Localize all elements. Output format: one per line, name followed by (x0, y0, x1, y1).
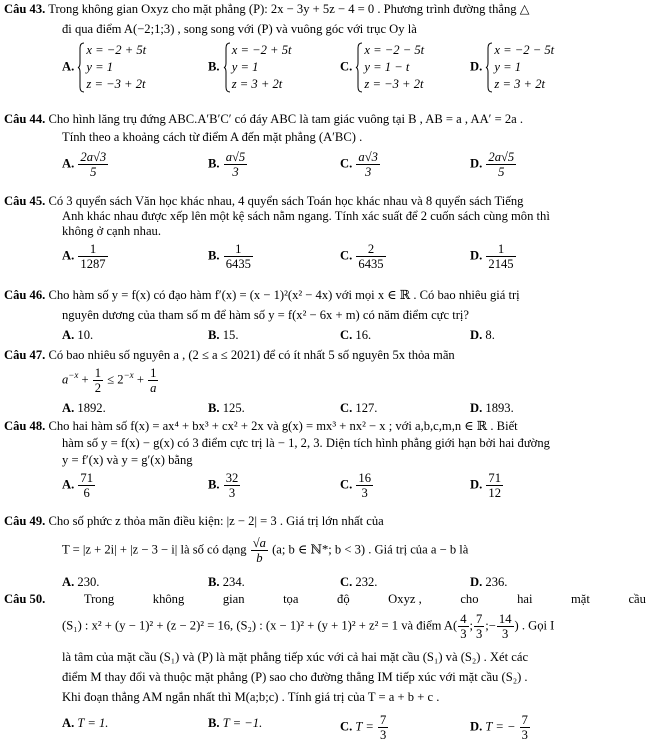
numerator: 71 (488, 471, 501, 485)
q50-option-a[interactable] (62, 716, 108, 731)
q49-option-c[interactable] (340, 575, 377, 590)
numerator: 4 (460, 612, 467, 626)
q46-number: Câu 46. (4, 288, 46, 302)
q43-text1: Trong không gian Oxyz cho mặt phẳng (P): 2x − 3y + 5z − 4 = 0 . Phương trình đường thẳng △ (48, 2, 530, 16)
denominator: 3 (232, 165, 239, 179)
option-label: B. (208, 716, 220, 730)
fraction (224, 471, 241, 500)
q45-line2: Anh khác nhau được xếp lên một kệ sách nằm ngang. Tính xác suất để 2 cuốn sách cùng môn thì (62, 209, 550, 223)
denominator: 12 (488, 486, 501, 500)
q46-line2: nguyên dương của tham số m để hàm số y = f(x² − 6x + m) có năm điểm cực trị? (62, 308, 470, 322)
fraction (148, 366, 158, 395)
q47-option-c[interactable] (340, 401, 377, 416)
ineq-plus: + (81, 372, 89, 387)
denominator: 5 (498, 165, 505, 179)
system-row: x = −2 + 5t (86, 43, 147, 57)
system-row: x = −2 − 5t (364, 43, 425, 57)
brace-icon (223, 42, 231, 93)
q50-option-b[interactable] (208, 716, 262, 731)
option-text: 230. (77, 575, 100, 589)
option-prefix: T = (355, 719, 374, 734)
q47-option-a[interactable] (62, 401, 106, 416)
option-text: 8. (485, 328, 495, 342)
q50-word: mặt (571, 592, 590, 606)
option-label: C. (340, 719, 353, 734)
q48-line3: y = f′(x) và y = g′(x) bằng (62, 453, 193, 467)
system-row: z = −3 + 2t (364, 77, 424, 91)
option-label: C. (340, 248, 353, 263)
q48-line2: hàm số y = f(x) − g(x) có 3 điểm cực trị là − 1, 2, 3. Diện tích hình phẳng giới hạn bởi hai đường (62, 436, 550, 450)
brace-icon (77, 42, 85, 93)
numerator: 71 (80, 471, 93, 485)
denominator: 3 (521, 728, 528, 742)
option-label: B. (208, 156, 220, 171)
q50-word: độ (337, 592, 350, 606)
denominator: 6435 (225, 257, 251, 271)
q49-number: Câu 49. (4, 514, 46, 528)
fraction (356, 150, 380, 179)
q50-option-c[interactable] (340, 713, 389, 742)
denominator: 3 (361, 486, 368, 500)
option-text: T = 1. (77, 716, 109, 730)
q43-option-a[interactable] (62, 42, 146, 93)
q49-option-d[interactable] (470, 575, 507, 590)
q46-line1 (4, 288, 520, 303)
q49-text2a: T = |z + 2i| + |z − 3 − i| là số có dạng (62, 542, 247, 557)
system-row: x = −2 + 5t (231, 43, 292, 57)
q48-line1 (4, 419, 518, 434)
q49-text2b: (a; b ∈ ℕ*; b < 3) . Giá trị của a − b là (272, 542, 469, 557)
q46-option-a[interactable] (62, 328, 93, 343)
q47-line1 (4, 348, 455, 363)
q49-line1 (4, 514, 384, 529)
equation-system (485, 42, 554, 93)
q45-number: Câu 45. (4, 194, 46, 208)
denominator: 3 (380, 728, 387, 742)
q44-option-c[interactable] (340, 150, 381, 179)
numerator: 7 (521, 713, 528, 727)
option-text: 15. (222, 328, 239, 342)
denominator: 1287 (80, 257, 106, 271)
option-text: T = −1. (222, 716, 263, 730)
option-label: D. (470, 575, 483, 589)
numerator: 32 (225, 471, 239, 485)
option-text: 10. (77, 328, 94, 342)
option-label: C. (340, 401, 353, 415)
option-label: D. (470, 719, 483, 734)
q48-option-c[interactable] (340, 471, 374, 500)
q50-text2a: (S₁) : x² + (y − 1)² + (z − 2)² = 16, (S₂) : (x − 1)² + (y + 1)² + z² = 1 và điểm A( (62, 618, 458, 633)
q50-word: tọa (283, 592, 299, 606)
q50-word: gian (222, 592, 245, 606)
denominator: 5 (90, 165, 97, 179)
q49-option-a[interactable] (62, 575, 99, 590)
option-label: A. (62, 248, 75, 263)
option-label: A. (62, 328, 75, 342)
denominator: 3 (502, 627, 509, 641)
option-text: 1893. (485, 401, 514, 415)
fraction (520, 713, 530, 742)
q47-inequality (62, 366, 159, 395)
fraction (458, 612, 468, 641)
q49-line2 (62, 536, 468, 565)
fraction (497, 612, 514, 641)
numerator: 7 (380, 713, 387, 727)
q45-line1 (4, 194, 523, 209)
denominator: b (256, 551, 263, 565)
fraction (486, 242, 515, 271)
q50-line4: điểm M thay đổi và thuộc mặt phẳng (P) sao cho đường thẳng IM tiếp xúc với mặt cầu (S₂) . (62, 670, 528, 684)
option-label: B. (208, 248, 220, 263)
numerator: 16 (358, 471, 371, 485)
denominator: 3 (476, 627, 483, 641)
q50-word: cầu (628, 592, 646, 606)
numerator: 2 (356, 242, 385, 257)
q45-line3: không ở cạnh nhau. (62, 224, 161, 238)
system-row: y = 1 (494, 60, 522, 74)
option-label: A. (62, 156, 75, 171)
q48-number: Câu 48. (4, 419, 46, 433)
q50-word: không (152, 592, 185, 606)
numerator: √a (252, 536, 266, 550)
q46-option-c[interactable] (340, 328, 371, 343)
option-text: 232. (355, 575, 378, 589)
q44-text1: Cho hình lăng trụ đứng ABC.A′B′C′ có đáy ABC là tam giác vuông tại B , AB = a , AA′ = 2a . (48, 112, 524, 126)
q49-text1: Cho số phức z thỏa mãn điều kiện: |z − 2| = 3 . Giá trị lớn nhất của (48, 514, 384, 528)
ineq-exp: −x (68, 370, 79, 381)
option-label: D. (470, 477, 483, 492)
q46-option-d[interactable] (470, 328, 495, 343)
option-label: D. (470, 156, 483, 171)
q50-line1 (4, 592, 646, 607)
numerator: 1 (78, 242, 107, 257)
q45-option-a[interactable] (62, 242, 109, 271)
q45-option-d[interactable] (470, 242, 517, 271)
option-label: C. (340, 59, 353, 74)
option-label: D. (470, 401, 483, 415)
q47-option-d[interactable] (470, 401, 514, 416)
option-text: 236. (485, 575, 508, 589)
option-label: A. (62, 477, 75, 492)
option-text: 1892. (77, 401, 106, 415)
option-label: D. (470, 248, 483, 263)
q50-text2b: ) . Gọi I (514, 618, 555, 633)
q50-word: cho (460, 592, 479, 606)
q43-line1 (4, 2, 529, 17)
fraction (356, 471, 373, 500)
system-row: y = 1 − t (364, 60, 410, 74)
option-label: A. (62, 59, 75, 74)
q43-option-b[interactable] (208, 42, 292, 93)
option-label: C. (340, 477, 353, 492)
option-label: B. (208, 328, 220, 342)
fraction (251, 536, 268, 565)
q50-option-d[interactable] (470, 713, 531, 742)
fraction (78, 471, 95, 500)
q48-option-d[interactable] (470, 471, 504, 500)
q50-line3: là tâm của mặt cầu (S₁) và (P) là mặt phẳng tiếp xúc với cả hai mặt cầu (S₁) và (S₂) . Xét các (62, 650, 529, 664)
q46-option-b[interactable] (208, 328, 238, 343)
q45-option-c[interactable] (340, 242, 387, 271)
numerator: 1 (224, 242, 253, 257)
option-text: 16. (355, 328, 372, 342)
numerator: 2a√5 (488, 150, 515, 164)
q48-text1: Cho hai hàm số f(x) = ax⁴ + bx³ + cx² + 2x và g(x) = mx³ + nx² − x ; với a,b,c,m,n ∈ ℝ . Biết (48, 419, 518, 433)
numerator: 1 (486, 242, 515, 257)
q44-option-a[interactable] (62, 150, 109, 179)
equation-system (77, 42, 146, 93)
q50-number: Câu 50. (4, 592, 46, 606)
q50-line2: (S₁) : x² + (y − 1)² + (z − 2)² = 16, (S₂) : (x − 1)² + (y + 1)² + z² = 1 và điểm A( $\frac{4}{3}$ ; $\frac{7}{3}$ ;− $\frac{14}{3}$ ) . Gọi I (62, 612, 555, 641)
numerator: 7 (476, 612, 483, 626)
numerator: 14 (498, 612, 512, 626)
q50-word: Trong (83, 592, 115, 606)
option-label: C. (340, 156, 353, 171)
q43-line2: đi qua điểm A(−2;1;3) , song song với (P) và vuông góc với trục Oy là (62, 22, 417, 36)
denominator: 6435 (358, 257, 384, 271)
option-label: C. (340, 328, 353, 342)
denominator: 3 (228, 486, 236, 500)
system-row: z = 3 + 2t (494, 77, 545, 91)
option-label: A. (62, 575, 75, 589)
q44-line2: Tính theo a khoảng cách từ điểm A đến mặt phẳng (A′BC) . (62, 130, 363, 144)
fraction (486, 471, 503, 500)
fraction (486, 150, 516, 179)
q47-number: Câu 47. (4, 348, 46, 362)
option-label: B. (208, 477, 220, 492)
q44-line1 (4, 112, 523, 127)
option-text: 127. (355, 401, 378, 415)
option-text: 125. (222, 401, 245, 415)
q44-number: Câu 44. (4, 112, 46, 126)
equation-system (355, 42, 424, 93)
fraction (224, 242, 253, 271)
option-prefix: T = − (485, 719, 516, 734)
system-row: z = 3 + 2t (231, 77, 283, 91)
denominator: 2145 (488, 257, 514, 271)
ineq-plus: + (136, 372, 144, 387)
q47-option-b[interactable] (208, 401, 245, 416)
denominator: 3 (365, 165, 372, 179)
option-label: B. (208, 401, 220, 415)
option-label: A. (62, 401, 75, 415)
fraction (78, 150, 108, 179)
denominator: 6 (83, 486, 90, 500)
fraction (93, 366, 103, 395)
option-label: C. (340, 575, 353, 589)
q49-option-b[interactable] (208, 575, 245, 590)
denominator: 3 (460, 627, 467, 641)
denominator: a (150, 381, 157, 395)
fraction (224, 150, 248, 179)
option-label: B. (208, 575, 220, 589)
option-label: B. (208, 59, 220, 74)
option-label: D. (470, 328, 483, 342)
q44-option-d[interactable] (470, 150, 517, 179)
numerator: a√5 (225, 150, 246, 164)
option-label: D. (470, 59, 483, 74)
system-row: x = −2 − 5t (494, 43, 555, 57)
q48-option-a[interactable] (62, 471, 96, 500)
equation-system (223, 42, 292, 93)
q45-text1: Có 3 quyển sách Văn học khác nhau, 4 quyển sách Toán học khác nhau và 8 quyển sách Tiếng (48, 194, 524, 208)
q43-number: Câu 43. (4, 2, 46, 16)
brace-icon (485, 42, 493, 93)
q50-word: Oxyz , (388, 592, 422, 606)
q48-option-b[interactable] (208, 471, 241, 500)
q50-word: hai (517, 592, 533, 606)
system-row: y = 1 (86, 60, 114, 74)
q46-text1: Cho hàm số y = f(x) có đạo hàm f′(x) = (x − 1)²(x² − 4x) với mọi x ∈ ℝ . Có bao nhiêu giá trị (48, 288, 520, 302)
numerator: 1 (94, 366, 102, 380)
q50-line5: Khi đoạn thẳng AM ngắn nhất thì M(a;b;c) . Tính giá trị của T = a + b + c . (62, 690, 440, 704)
numerator: 1 (150, 366, 157, 380)
ineq-le: ≤ 2 (107, 372, 124, 387)
brace-icon (355, 42, 363, 93)
fraction (474, 612, 484, 641)
fraction (378, 713, 388, 742)
denominator: 2 (94, 381, 102, 395)
ineq-base: a (62, 372, 69, 387)
option-label: A. (62, 716, 75, 730)
fraction (78, 242, 107, 271)
system-row: y = 1 (231, 60, 259, 74)
q45-option-b[interactable] (208, 242, 254, 271)
q43-option-d[interactable] (470, 42, 554, 93)
numerator: 2a√3 (80, 150, 107, 164)
q43-option-c[interactable] (340, 42, 424, 93)
q44-option-b[interactable] (208, 150, 248, 179)
option-text: 234. (222, 575, 245, 589)
ineq-exp: −x (123, 370, 134, 381)
q47-text1: Có bao nhiêu số nguyên a , (2 ≤ a ≤ 2021) để có ít nhất 5 số nguyên 5x thỏa mãn (48, 348, 455, 362)
numerator: a√3 (358, 150, 378, 164)
system-row: z = −3 + 2t (86, 77, 146, 91)
fraction (356, 242, 385, 271)
